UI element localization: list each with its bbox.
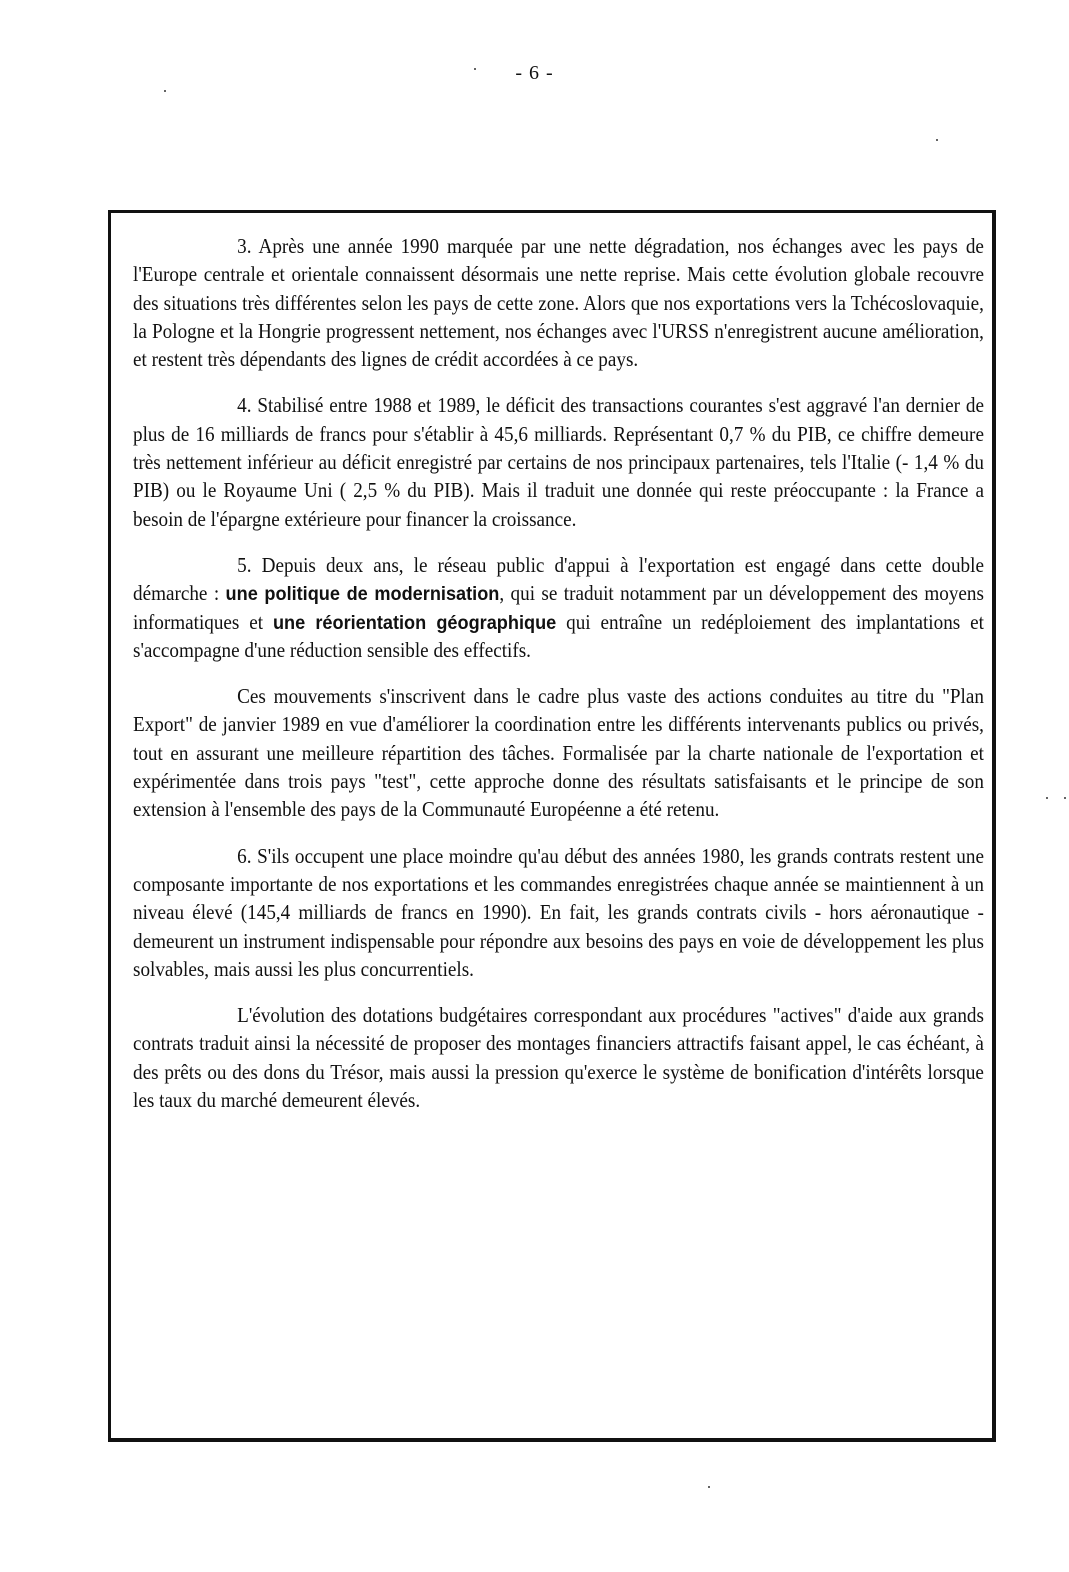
scan-speck [708,1486,710,1488]
paragraph-number: 6. [237,845,252,868]
paragraph-3 [133,233,984,374]
scan-speck [474,68,476,70]
paragraph-text: Stabilisé entre 1988 et 1989, le déficit des transactions courantes s'est aggravé l'an dernier de plus de 16 milliards de francs pour s'établir à 45,6 milliards. Représentant 0,7 % du PIB, ce chiffre demeure très nettement inférieur au déficit enregistré par certains de nos principaux partenaires, tels l'Italie (- 1,4 % du PIB) ou le Royaume Uni ( 2,5 % du PIB). Mais il traduit une donnée qui reste préoccupante : la France a besoin de l'épargne extérieure pour financer la croissance. [133,395,984,531]
paragraph-text: Depuis deux ans, le réseau public d'appui à l'exportation est engagé dans cette double démarche : [133,554,984,606]
paragraph-number: 4. [237,395,252,418]
paragraph-number: 3. [237,236,252,258]
scan-speck [936,139,938,141]
paragraph-number: 5. [237,554,252,577]
paragraph-5-continued [133,683,984,824]
scan-speck [164,90,166,92]
paragraph-6 [133,843,984,984]
paragraph-text: qui entraîne un redéploiement des implantations et s'accompagne d'une réduction sensible des effectifs. [133,611,984,662]
paragraph-text: , qui se traduit notamment par un développement des moyens informatiques et [133,583,984,634]
boxed-text-frame [108,210,996,1442]
emphasis-modernisation: une politique de modernisation [225,583,500,606]
paragraph-text: Ces mouvements s'inscrivent dans le cadre plus vaste des actions conduites au titre du "Plan Export" de janvier 1989 en vue d'améliorer la coordination entre les différents intervenants publics ou privés, tout en assurant une meilleure répartition des tâches. Formalisée par la charte nationale de l'exportation et expérimentée dans trois pays "test", cette approche donne des résultats satisfaisants et le principe de son extension à l'ensemble des pays de la Communauté Européenne a été retenu. [133,686,984,822]
paragraph-5 [133,552,984,665]
paragraph-4 [133,392,984,533]
scan-speck [1064,797,1066,799]
paragraph-text: L'évolution des dotations budgétaires correspondant aux procédures "actives" d'aide aux grands contrats traduit ainsi la nécessité de proposer des montages financiers attractifs faisant appel, le cas échéant, à des prêts ou des dons du Trésor, mais aussi la pression qu'exerce le système de bonification d'intérêts lorsque les taux du marché demeurent élevés. [133,1005,984,1113]
paragraph-6-continued [133,1002,984,1115]
paragraph-text: S'ils occupent une place moindre qu'au début des années 1980, les grands contrats restent une composante importante de nos exportations et les commandes enregistrées chaque année se maintiennent à un niveau élevé (145,4 milliards de francs en 1990). En fait, les grands contrats civils - hors aéronautique - demeurent un instrument indispensable pour répondre aux besoins des pays en voie de développement les plus solvables, mais aussi les plus concurrentiels. [133,845,984,981]
emphasis-reorientation: une réorientation géographique [272,611,557,634]
page-number: - 6 - [515,62,554,84]
paragraph-text: Après une année 1990 marquée par une nette dégradation, nos échanges avec les pays de l'Europe centrale et orientale connaissent désormais une nette reprise. Mais cette évolution globale recouvre des situations très différentes selon les pays de cette zone. Alors que nos exportations vers la Tchécoslovaquie, la Pologne et la Hongrie progressent nettement, nos échanges avec l'URSS n'enregistrent aucune amélioration, et restent très dépendants des lignes de crédit accordées à ce pays. [133,236,984,372]
scan-speck [1046,797,1048,799]
